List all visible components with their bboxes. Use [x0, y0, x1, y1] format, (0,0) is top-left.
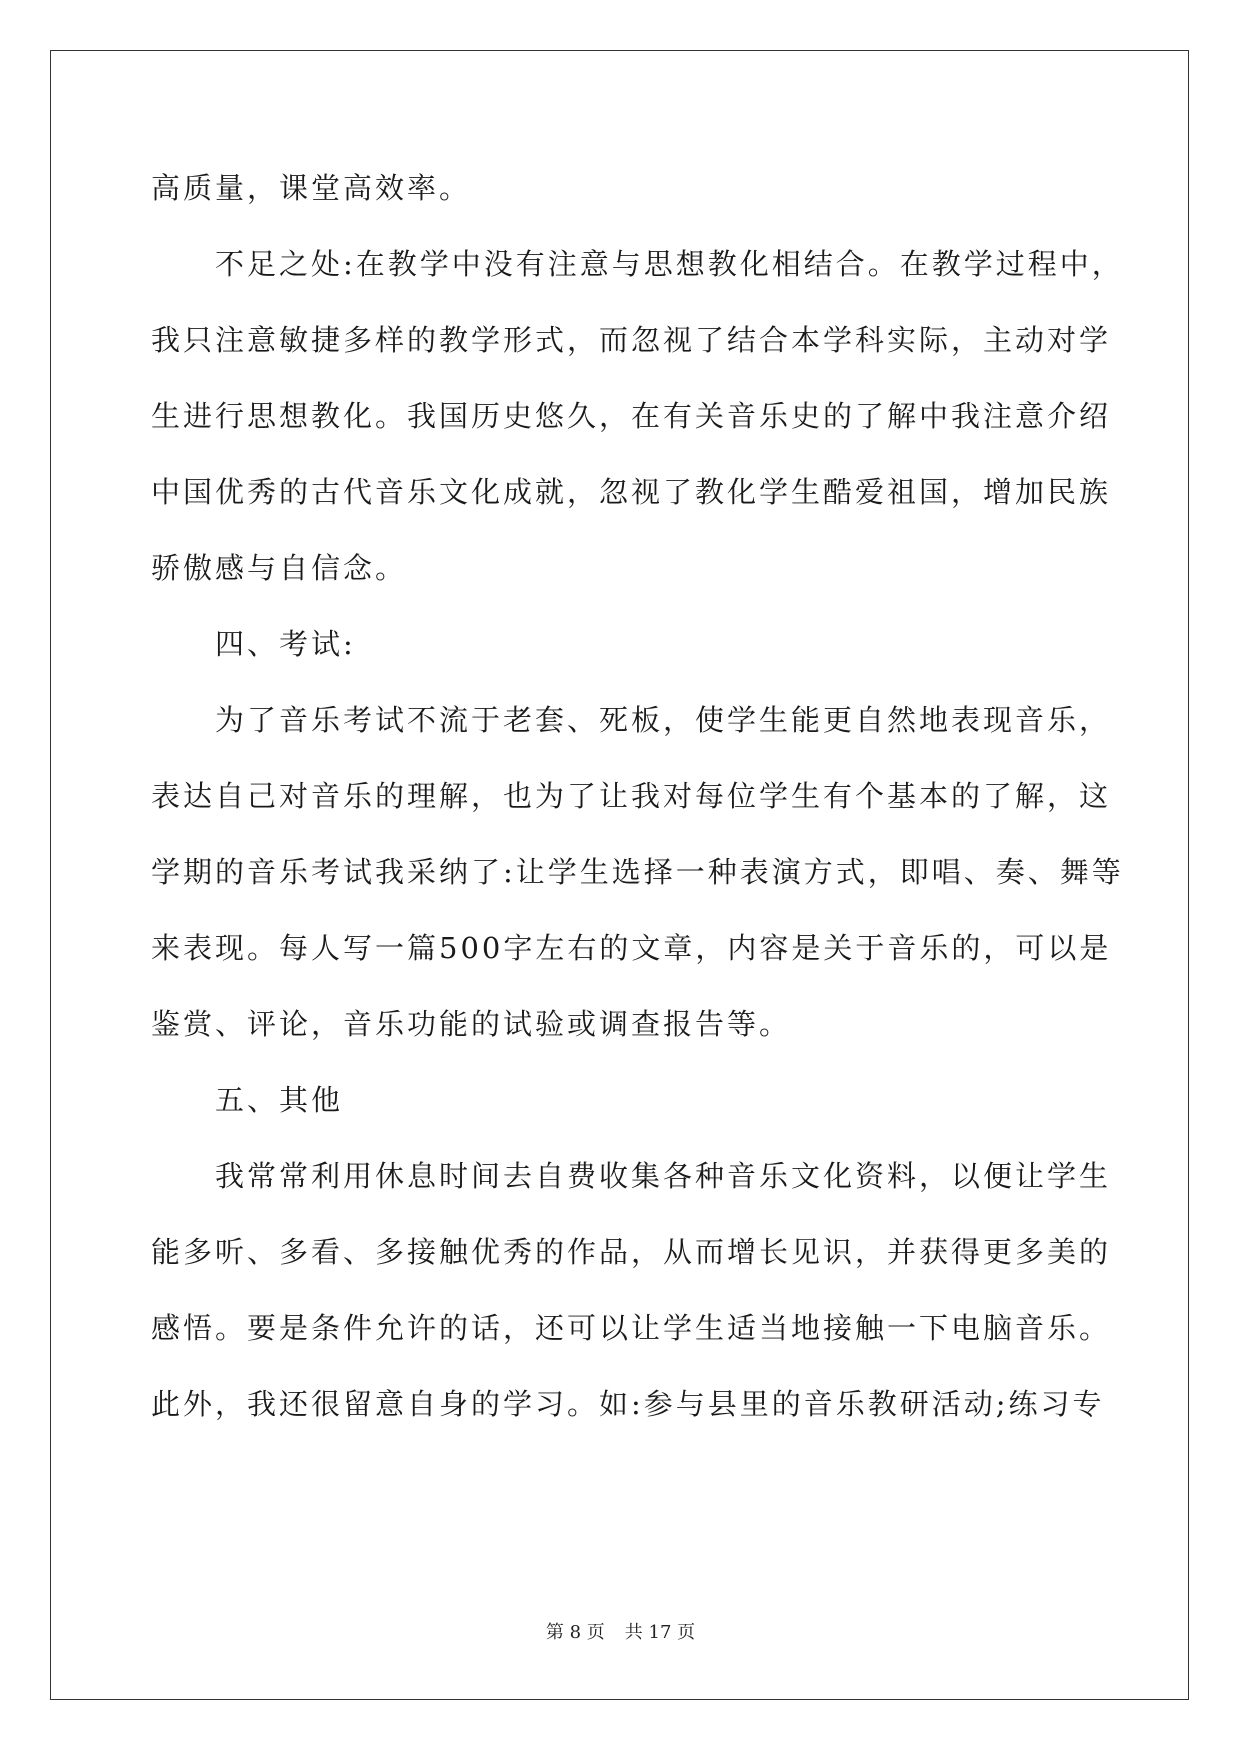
body-line: 中国优秀的古代音乐文化成就，忽视了教化学生酷爱祖国，增加民族 [151, 475, 1112, 509]
body-line: 为了音乐考试不流于老套、死板，使学生能更自然地表现音乐， [151, 703, 1112, 737]
body-line: 此外，我还很留意自身的学习。如:参与县里的音乐教研活动;练习专 [151, 1387, 1105, 1421]
body-line: 学期的音乐考试我采纳了:让学生选择一种表演方式，即唱、奏、舞等 [151, 855, 1124, 889]
body-line: 我常常利用休息时间去自费收集各种音乐文化资料，以便让学生 [151, 1159, 1112, 1193]
body-line: 来表现。每人写一篇500字左右的文章，内容是关于音乐的，可以是 [151, 931, 1112, 965]
body-line: 感悟。要是条件允许的话，还可以让学生适当地接触一下电脑音乐。 [151, 1311, 1112, 1345]
page-total: 共 17 页 [624, 1622, 696, 1643]
body-line: 生进行思想教化。我国历史悠久，在有关音乐史的了解中我注意介绍 [151, 399, 1112, 433]
page-footer [0, 1618, 1241, 1644]
body-line: 不足之处:在教学中没有注意与思想教化相结合。在教学过程中， [151, 247, 1124, 281]
body-line: 鉴赏、评论，音乐功能的试验或调查报告等。 [151, 1007, 792, 1041]
body-line: 高质量，课堂高效率。 [151, 171, 472, 205]
body-line: 表达自己对音乐的理解，也为了让我对每位学生有个基本的了解，这 [151, 779, 1112, 813]
body-line: 我只注意敏捷多样的教学形式，而忽视了结合本学科实际，主动对学 [151, 323, 1112, 357]
section-heading-other: 五、其他 [151, 1083, 344, 1117]
body-line: 能多听、多看、多接触优秀的作品，从而增长见识，并获得更多美的 [151, 1235, 1112, 1269]
body-line: 骄傲感与自信念。 [151, 551, 408, 585]
page-number: 第 8 页 [545, 1622, 605, 1643]
section-heading-exam: 四、考试: [151, 627, 356, 661]
